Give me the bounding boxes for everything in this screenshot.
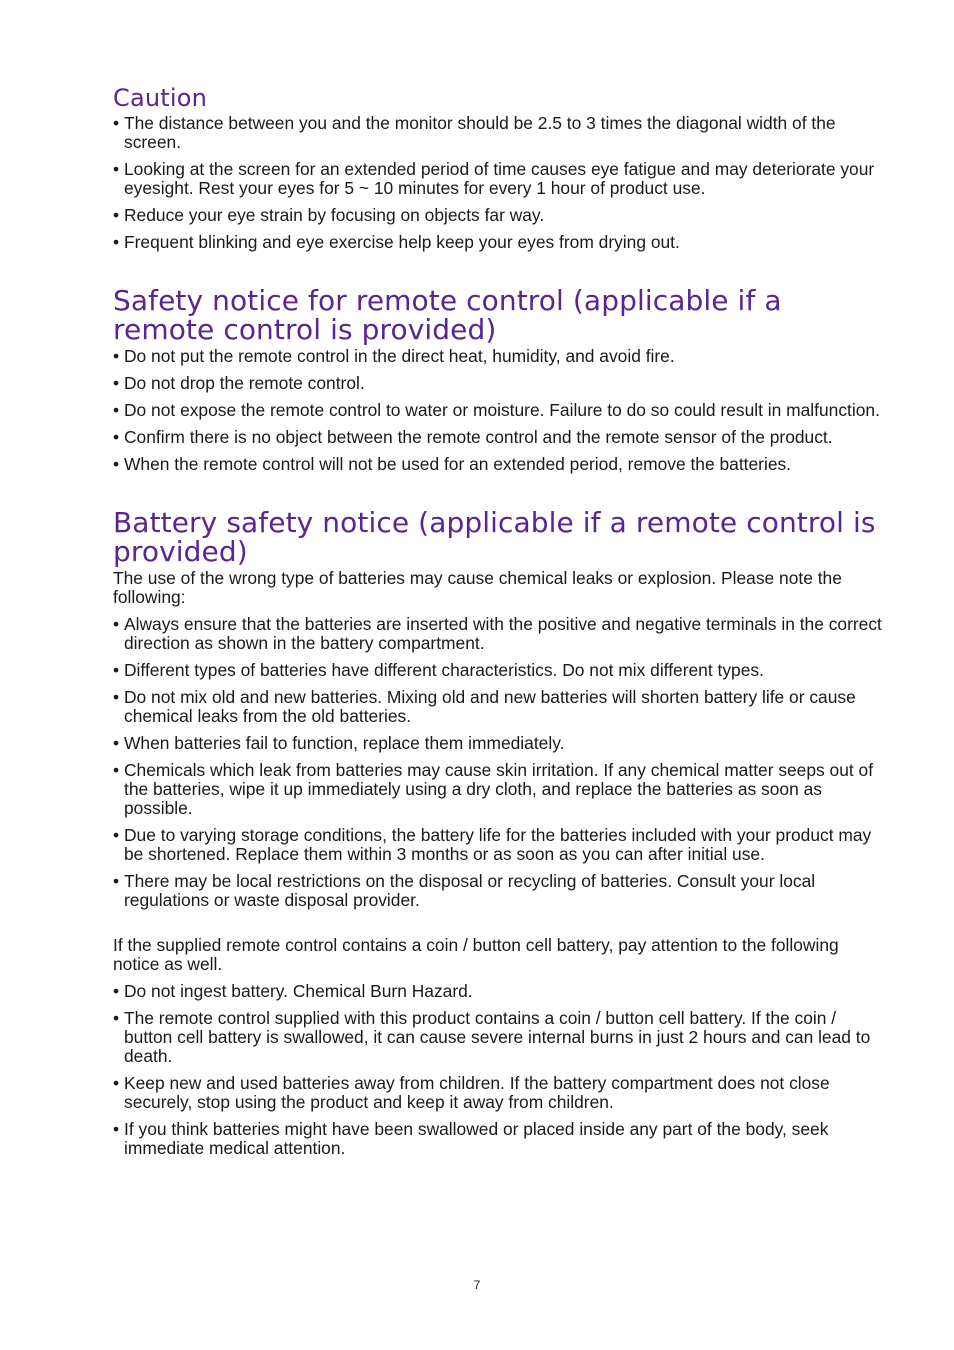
list-item: • Frequent blinking and eye exercise help keep your eyes from drying out. — [113, 232, 680, 252]
document-page — [113, 84, 885, 1166]
coin-battery-intro-paragraph: If the supplied remote control contains a coin / button cell battery, pay attention to the following notice as well. — [113, 935, 839, 974]
list-item: • Do not drop the remote control. — [113, 373, 365, 393]
remote-safety-list — [113, 347, 885, 474]
list-item: • Due to varying storage conditions, the battery life for the batteries included with your product may be shortened. Replace them within 3 months or as soon as you can after initial use. — [113, 825, 872, 864]
list-item: • Reduce your eye strain by focusing on objects far way. — [113, 205, 545, 225]
list-item: • When the remote control will not be used for an extended period, remove the batteries. — [113, 454, 792, 474]
page-number: 7 — [473, 1278, 481, 1292]
list-item: • Always ensure that the batteries are inserted with the positive and negative terminals in the correct direction as shown in the battery compartment. — [113, 614, 882, 653]
list-item: • Do not mix old and new batteries. Mixing old and new batteries will shorten battery life or cause chemical leaks from the old batteries. — [113, 687, 856, 726]
remote-safety-heading: Safety notice for remote control (applicable if a remote control is provided) — [113, 284, 782, 346]
list-item: • There may be local restrictions on the disposal or recycling of batteries. Consult your local regulations or waste disposal provider. — [113, 871, 816, 910]
battery-intro-paragraph: The use of the wrong type of batteries may cause chemical leaks or explosion. Please note the following: — [113, 568, 842, 607]
list-item: • If you think batteries might have been swallowed or placed inside any part of the body, seek immediate medical attention. — [113, 1119, 829, 1158]
list-item: • The remote control supplied with this product contains a coin / button cell battery. If the coin / button cell battery is swallowed, it can cause severe internal burns in just 2 hours and can lead to death. — [113, 1008, 871, 1066]
list-item: • Looking at the screen for an extended period of time causes eye fatigue and may deteriorate your eyesight. Rest your eyes for 5 ~ 10 minutes for every 1 hour of product use. — [113, 159, 875, 198]
list-item: • Different types of batteries have different characteristics. Do not mix different types. — [113, 660, 764, 680]
battery-safety-list — [113, 615, 885, 910]
list-item: • Keep new and used batteries away from children. If the battery compartment does not close securely, stop using the product and keep it away from children. — [113, 1073, 830, 1112]
list-item: • Do not put the remote control in the direct heat, humidity, and avoid fire. — [113, 346, 675, 366]
list-item: • Confirm there is no object between the remote control and the remote sensor of the product. — [113, 427, 833, 447]
caution-heading: Caution — [113, 84, 208, 112]
coin-battery-list — [113, 982, 885, 1158]
battery-safety-heading: Battery safety notice (applicable if a remote control is provided) — [113, 506, 876, 568]
caution-list — [113, 114, 885, 252]
list-item: • The distance between you and the monitor should be 2.5 to 3 times the diagonal width of the screen. — [113, 113, 836, 152]
list-item: • Chemicals which leak from batteries may cause skin irritation. If any chemical matter seeps out of the batteries, wipe it up immediately using a dry cloth, and replace the batteries as soon as possible. — [113, 760, 874, 818]
list-item: • Do not ingest battery. Chemical Burn Hazard. — [113, 981, 473, 1001]
list-item: • Do not expose the remote control to water or moisture. Failure to do so could result in malfunction. — [113, 400, 880, 420]
list-item: • When batteries fail to function, replace them immediately. — [113, 733, 565, 753]
